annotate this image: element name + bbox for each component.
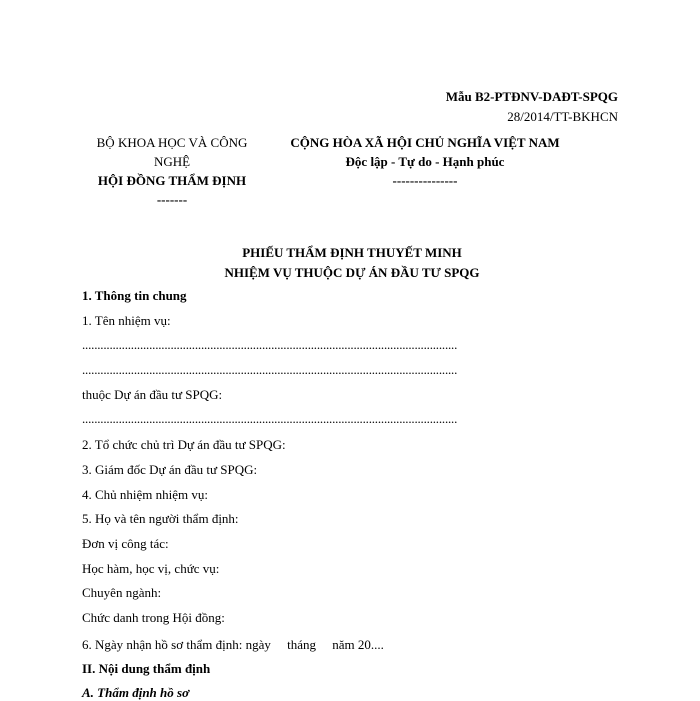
specialty-label: Chuyên ngành: (82, 585, 162, 600)
council-name: HỘI ĐỒNG THẨM ĐỊNH (97, 173, 247, 188)
receipt-date-label: 6. Ngày nhận hồ sơ thẩm định: ngày tháng năm 20.... (82, 637, 384, 652)
form-reference: 28/2014/TT-BKHCN (507, 109, 618, 124)
task-name-label: 1. Tên nhiệm vụ: (82, 313, 171, 328)
council-title-label: Chức danh trong Hội đồng: (82, 610, 225, 625)
left-header-rule: ------- (156, 192, 188, 207)
form-code: Mẫu B2-PTĐNV-DAĐT-SPQG (445, 89, 618, 104)
project-label: thuộc Dự án đầu tư SPQG: (82, 387, 223, 402)
task-leader-label: 4. Chủ nhiệm nhiệm vụ: (82, 487, 209, 502)
section2-subheading: A. Thẩm định hồ sơ (82, 685, 190, 700)
right-header-rule: --------------- (392, 173, 458, 188)
title-line2: NHIỆM VỤ THUỘC DỰ ÁN ĐẦU TƯ SPQG (224, 265, 480, 280)
project-director-label: 3. Giám đốc Dự án đầu tư SPQG: (82, 462, 258, 477)
task-name-dots-2: ........................................................................................................................... (82, 362, 458, 377)
right-header (280, 133, 570, 190)
degree-position-label: Học hàm, học vị, chức vụ: (82, 561, 220, 576)
appraiser-name-label: 5. Họ và tên người thẩm định: (82, 511, 239, 526)
motto: Độc lập - Tự do - Hạnh phúc (345, 154, 505, 169)
task-name-dots-1: ........................................................................................................................... (82, 337, 458, 352)
ministry-line1: BỘ KHOA HỌC VÀ CÔNG (96, 135, 248, 150)
project-dots: ........................................................................................................................... (82, 411, 458, 426)
title-line1: PHIẾU THẨM ĐỊNH THUYẾT MINH (242, 245, 462, 260)
left-header (82, 133, 262, 209)
work-unit-label: Đơn vị công tác: (82, 536, 169, 551)
document-title (82, 243, 622, 283)
host-organization-label: 2. Tổ chức chủ trì Dự án đầu tư SPQG: (82, 437, 286, 452)
section1-heading: 1. Thông tin chung (82, 288, 187, 303)
country-name: CỘNG HÒA XÃ HỘI CHỦ NGHĨA VIỆT NAM (290, 135, 560, 150)
section2-heading: II. Nội dung thẩm định (82, 661, 211, 676)
ministry-line2: NGHỆ (153, 154, 191, 169)
